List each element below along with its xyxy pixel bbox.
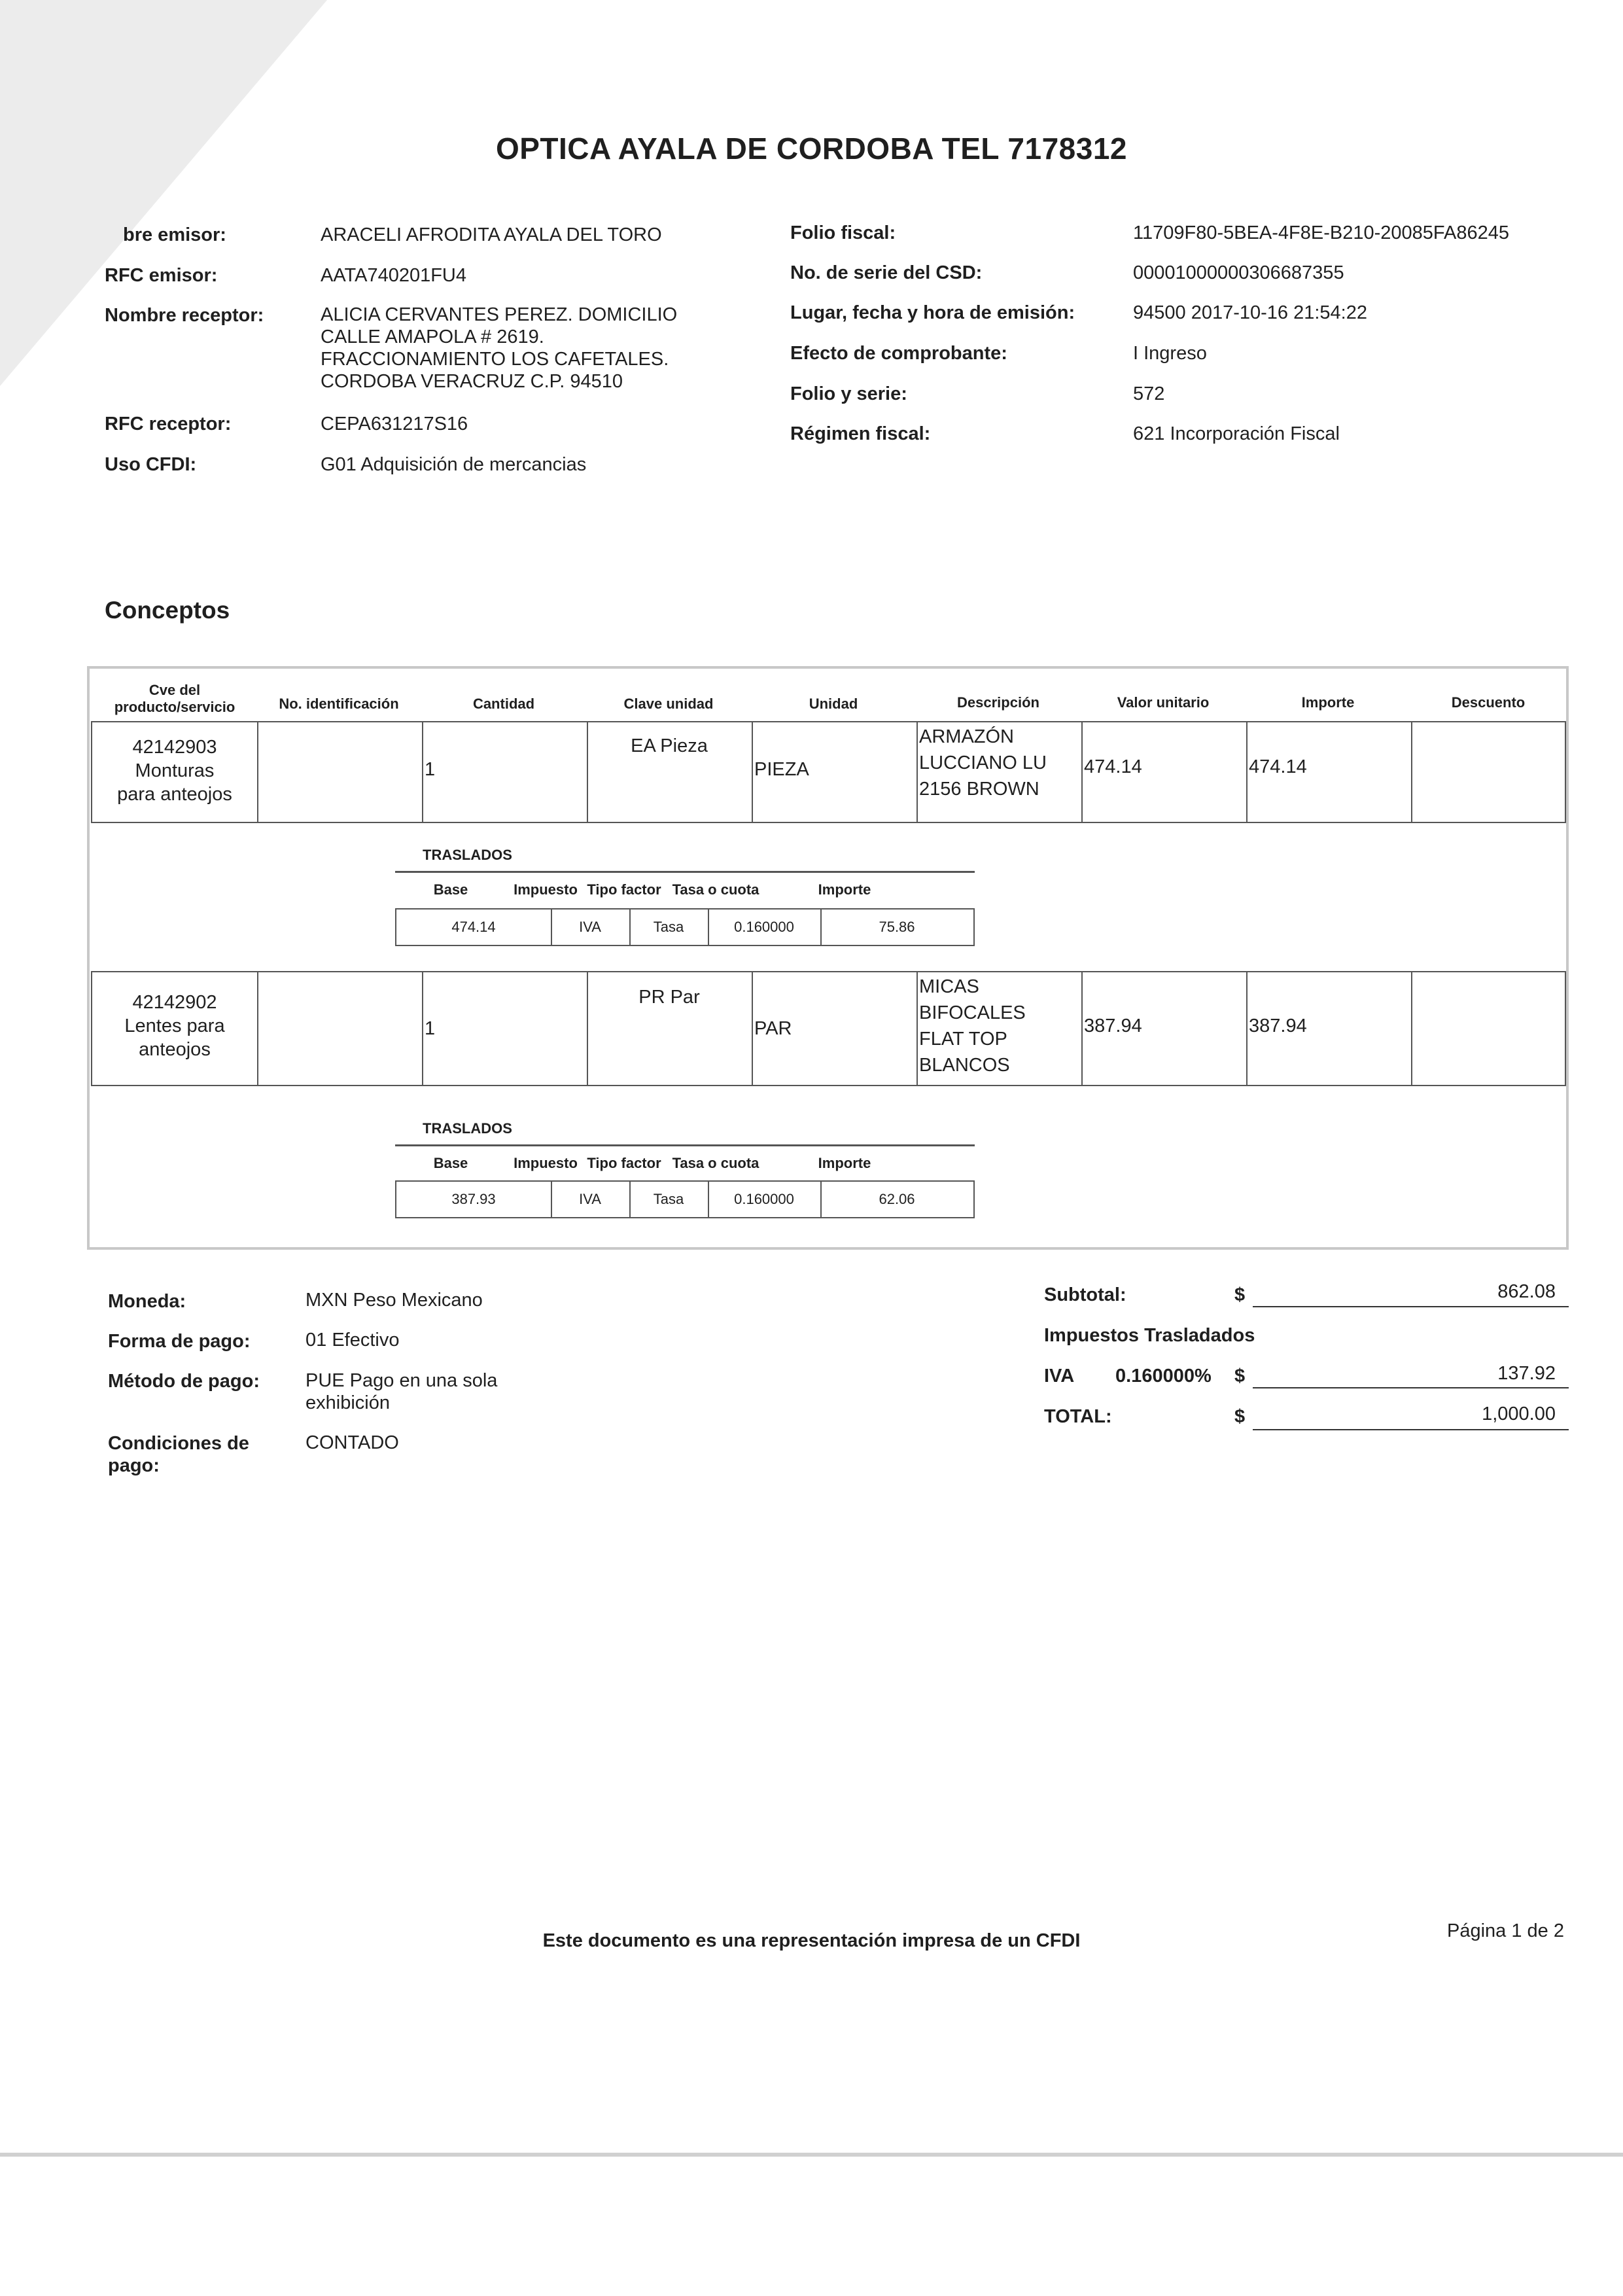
lugar-fecha-label: Lugar, fecha y hora de emisión: <box>790 302 1075 323</box>
iva-currency: $ <box>1234 1366 1246 1386</box>
condiciones-label-line: pago: <box>108 1455 160 1476</box>
traslados-row <box>395 908 975 946</box>
metodo-pago <box>305 1369 497 1414</box>
total-value: 1,000.00 <box>1482 1404 1556 1424</box>
folio-serie-label: Folio y serie: <box>790 383 907 404</box>
receptor-name-block <box>321 304 677 393</box>
row2-clave-unidad: PR Par <box>638 987 700 1008</box>
iva-rule <box>1253 1387 1569 1388</box>
iva-label: IVA <box>1044 1366 1075 1386</box>
table-row <box>91 721 1566 823</box>
page-number: Página 1 de 2 <box>1447 1920 1564 1941</box>
metodo-pago-label: Método de pago: <box>108 1371 260 1392</box>
row1-clave-line: 42142903 <box>132 737 217 758</box>
total-currency: $ <box>1234 1406 1246 1427</box>
row2-importe: 387.94 <box>1249 1016 1307 1036</box>
lugar-fecha: 94500 2017-10-16 21:54:22 <box>1133 302 1367 323</box>
emisor-name: ARACELI AFRODITA AYALA DEL TORO <box>321 224 662 245</box>
row1-cantidad: 1 <box>425 759 436 780</box>
serie-csd-label: No. de serie del CSD: <box>790 262 983 283</box>
header-cantidad: Cantidad <box>472 696 535 712</box>
subtotal-rule <box>1253 1306 1569 1307</box>
traslados-rule <box>395 871 975 873</box>
traslado-base: 474.14 <box>451 919 496 935</box>
header-unidad: Unidad <box>809 696 858 712</box>
forma-pago-label: Forma de pago: <box>108 1331 251 1352</box>
traslado-tasa: 0.160000 <box>734 1191 794 1207</box>
row2-descripcion <box>919 974 1026 1078</box>
total-rule <box>1253 1429 1569 1430</box>
traslados-header-importe: Importe <box>818 881 871 898</box>
emisor-name-label: bre emisor: <box>123 224 226 245</box>
regimen: 621 Incorporación Fiscal <box>1133 423 1340 444</box>
subtotal-currency: $ <box>1234 1284 1246 1305</box>
uso-cfdi: G01 Adquisición de mercancias <box>321 454 587 475</box>
total-label: TOTAL: <box>1044 1406 1112 1427</box>
row2-clave-line: anteojos <box>139 1039 211 1060</box>
header-descuento: Descuento <box>1451 694 1526 711</box>
scan-edge <box>0 2153 1623 2157</box>
traslados-label: TRASLADOS <box>423 847 512 863</box>
row1-descripcion <box>919 724 1047 802</box>
metodo-pago-line: exhibición <box>305 1392 390 1413</box>
condiciones: CONTADO <box>305 1432 399 1453</box>
row2-clave <box>92 991 257 1061</box>
row2-clave-line: Lentes para <box>124 1016 225 1036</box>
traslados-header-base: Base <box>433 1155 468 1171</box>
serie-csd: 00001000000306687355 <box>1133 262 1344 283</box>
traslados-header-importe: Importe <box>818 1155 871 1171</box>
traslados-header-tasa: Tasa o cuota <box>672 881 759 898</box>
row1-clave <box>92 735 257 806</box>
folio-serie: 572 <box>1133 383 1165 404</box>
receptor-rfc-label: RFC receptor: <box>105 414 232 434</box>
forma-pago: 01 Efectivo <box>305 1330 400 1351</box>
row1-clave-line: para anteojos <box>117 784 232 805</box>
receptor-name-line: FRACCIONAMIENTO LOS CAFETALES. <box>321 349 669 370</box>
moneda-label: Moneda: <box>108 1291 186 1312</box>
row1-importe: 474.14 <box>1249 756 1307 777</box>
receptor-name-line: CORDOBA VERACRUZ C.P. 94510 <box>321 371 623 392</box>
traslados-header-tipo-factor: Tipo factor <box>587 1155 661 1171</box>
row2-clave-line: 42142902 <box>132 992 217 1013</box>
iva-value: 137.92 <box>1497 1363 1556 1384</box>
row1-unidad: PIEZA <box>754 759 809 780</box>
header-valor-unitario: Valor unitario <box>1117 694 1210 711</box>
header-clave-unidad: Clave unidad <box>623 696 714 712</box>
subtotal-value: 862.08 <box>1497 1281 1556 1302</box>
receptor-name-label: Nombre receptor: <box>105 305 264 326</box>
row1-descripcion-line: LUCCIANO LU <box>919 752 1047 773</box>
traslados-header-impuesto: Impuesto <box>514 1155 578 1171</box>
folio-fiscal-label: Folio fiscal: <box>790 222 896 243</box>
traslado-tasa: 0.160000 <box>734 919 794 935</box>
row2-descripcion-line: BIFOCALES <box>919 1002 1026 1023</box>
uso-cfdi-label: Uso CFDI: <box>105 454 197 475</box>
row1-descripcion-line: ARMAZÓN <box>919 726 1014 747</box>
folded-corner-shadow <box>0 0 327 386</box>
moneda: MXN Peso Mexicano <box>305 1290 483 1311</box>
impuestos-trasladados-label: Impuestos Trasladados <box>1044 1325 1255 1346</box>
condiciones-label-line: Condiciones de <box>108 1433 249 1454</box>
condiciones-label <box>108 1432 249 1477</box>
emisor-rfc-label: RFC emisor: <box>105 265 218 286</box>
header-no-identificacion: No. identificación <box>279 696 399 712</box>
traslado-base: 387.93 <box>451 1191 496 1207</box>
traslado-tipo-factor: Tasa <box>653 919 684 935</box>
iva-rate: 0.160000% <box>1115 1366 1212 1386</box>
efecto-label: Efecto de comprobante: <box>790 343 1007 364</box>
row1-descripcion-line: 2156 BROWN <box>919 779 1039 800</box>
row2-descripcion-line: BLANCOS <box>919 1055 1010 1076</box>
traslados-header-tasa: Tasa o cuota <box>672 1155 759 1171</box>
traslado-impuesto: IVA <box>579 1191 601 1207</box>
traslado-importe: 75.86 <box>879 919 915 935</box>
traslados-rule <box>395 1144 975 1146</box>
row2-descripcion-line: MICAS <box>919 976 979 997</box>
receptor-name-line: ALICIA CERVANTES PEREZ. DOMICILIO <box>321 304 678 325</box>
table-row <box>91 971 1566 1086</box>
document-title: OPTICA AYALA DE CORDOBA TEL 7178312 <box>495 132 1128 166</box>
traslados-header-impuesto: Impuesto <box>514 881 578 898</box>
traslados-label: TRASLADOS <box>423 1120 512 1137</box>
emisor-rfc: AATA740201FU4 <box>321 265 466 286</box>
row2-descripcion-line: FLAT TOP <box>919 1029 1007 1050</box>
cfdi-representation-note: Este documento es una representación impresa de un CFDI <box>542 1930 1081 1951</box>
receptor-rfc: CEPA631217S16 <box>321 414 468 434</box>
row1-clave-line: Monturas <box>135 760 215 781</box>
conceptos-heading: Conceptos <box>105 597 230 624</box>
traslado-impuesto: IVA <box>579 919 601 935</box>
header-importe: Importe <box>1301 694 1355 711</box>
metodo-pago-line: PUE Pago en una sola <box>305 1370 498 1391</box>
regimen-label: Régimen fiscal: <box>790 423 931 444</box>
header-descripcion: Descripción <box>957 694 1039 711</box>
subtotal-label: Subtotal: <box>1044 1284 1126 1305</box>
traslados-header-base: Base <box>433 881 468 898</box>
row2-cantidad: 1 <box>425 1018 436 1039</box>
traslado-tipo-factor: Tasa <box>653 1191 684 1207</box>
header-cve-producto: Cve del producto/servicio <box>114 682 236 715</box>
traslados-row <box>395 1180 975 1218</box>
conceptos-table <box>87 666 1569 1250</box>
row1-valor-unitario: 474.14 <box>1084 756 1142 777</box>
receptor-name-line: CALLE AMAPOLA # 2619. <box>321 327 544 347</box>
efecto: I Ingreso <box>1133 343 1207 364</box>
row2-unidad: PAR <box>754 1018 792 1039</box>
row1-clave-unidad: EA Pieza <box>631 735 708 756</box>
traslado-importe: 62.06 <box>879 1191 915 1207</box>
folio-fiscal: 11709F80-5BEA-4F8E-B210-20085FA86245 <box>1133 222 1510 243</box>
traslados-header-tipo-factor: Tipo factor <box>587 881 661 898</box>
row2-valor-unitario: 387.94 <box>1084 1016 1142 1036</box>
